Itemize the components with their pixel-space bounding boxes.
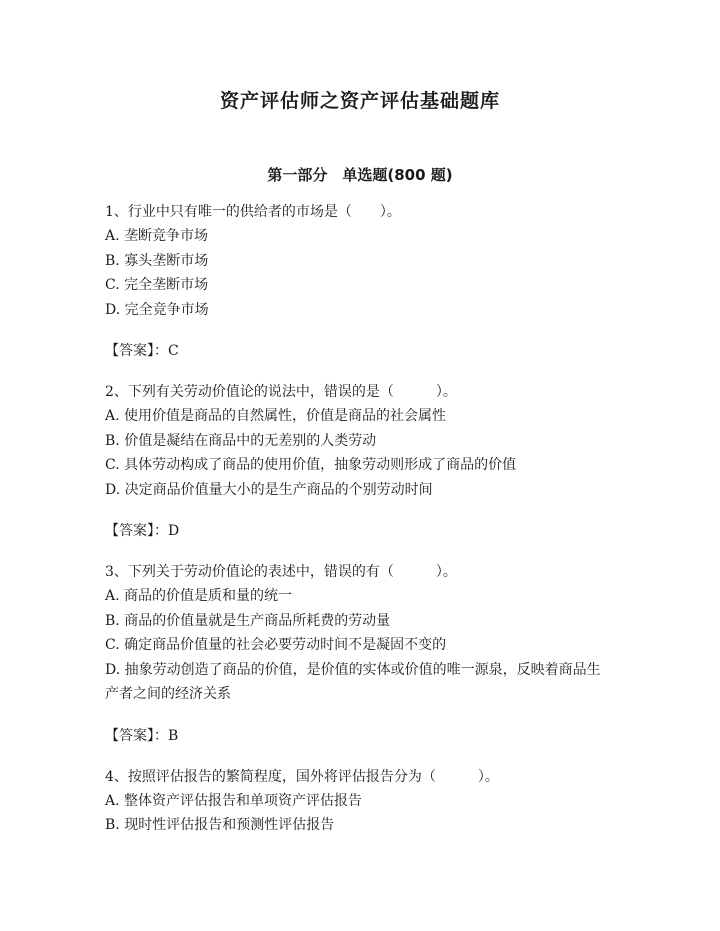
question-stem: 1、行业中只有唯一的供给者的市场是（ ）。 (105, 204, 401, 220)
option-c: C. 具体劳动构成了商品的使用价值，抽象劳动则形成了商品的价值 (105, 457, 517, 474)
answer-line: 【答案】：C (105, 343, 179, 360)
option-b: B. 寡头垄断市场 (105, 252, 209, 269)
option-c: C. 完全垄断市场 (105, 277, 209, 294)
option-a: A. 整体资产评估报告和单项资产评估报告 (105, 792, 363, 809)
option-b: B. 商品的价值量就是生产商品所耗费的劳动量 (105, 612, 391, 629)
option-d: D. 决定商品价值量大小的是生产商品的个别劳动时间 (105, 481, 433, 498)
option-d: D. 完全竞争市场 (105, 301, 209, 318)
question-stem: 2、下列有关劳动价值论的说法中，错误的是（ ）。 (105, 384, 457, 401)
question-stem: 3、下列关于劳动价值论的表述中，错误的有（ ）。 (105, 564, 457, 581)
answer-line: 【答案】：D (105, 523, 180, 540)
answer-line: 【答案】：B (105, 727, 179, 744)
question-3 (105, 560, 605, 747)
option-b: B. 价值是凝结在商品中的无差别的人类劳动 (105, 432, 377, 449)
option-c: C. 确定商品价值量的社会必要劳动时间不是凝固不变的 (105, 637, 447, 654)
option-d: D. 抽象劳动创造了商品的价值，是价值的实体或价值的唯一源泉，反映着商品生产者之间的经济关系 (105, 661, 601, 703)
option-a: A. 使用价值是商品的自然属性，价值是商品的社会属性 (105, 408, 447, 425)
question-2 (105, 380, 605, 543)
section-heading: 第一部分 单选题(800 题) (267, 166, 453, 184)
question-stem: 4、按照评估报告的繁简程度，国外将评估报告分为（ ）。 (105, 768, 499, 785)
question-4 (105, 765, 605, 838)
option-a: A. 垄断竞争市场 (105, 228, 209, 245)
question-1 (105, 200, 605, 363)
option-b: B. 现时性评估报告和预测性评估报告 (105, 817, 335, 834)
document-title: 资产评估师之资产评估基础题库 (219, 90, 500, 112)
question-list (105, 200, 605, 855)
option-a: A. 商品的价值是质和量的统一 (105, 588, 293, 605)
